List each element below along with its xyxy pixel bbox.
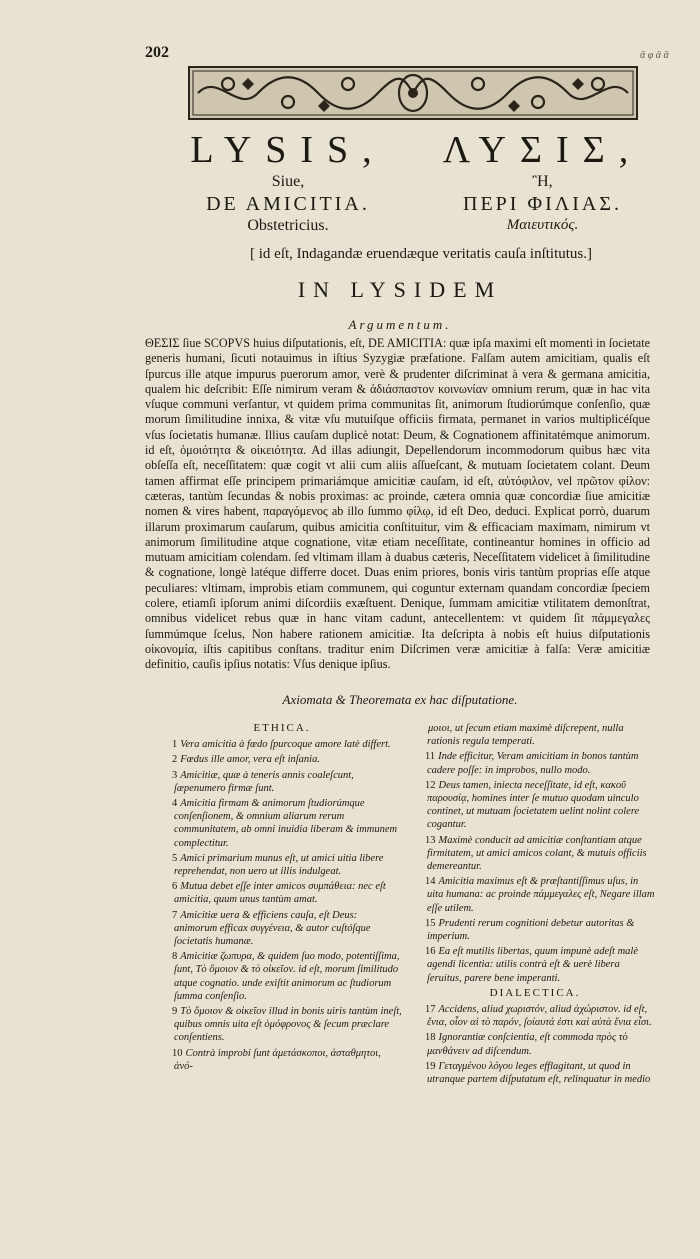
greek-kind: Μαιευτικός. <box>506 217 579 233</box>
axiom-item <box>415 1031 655 1057</box>
axiom-item <box>162 909 402 949</box>
axiom-number: 3 <box>172 769 178 781</box>
dialectica-heading: DIALECTICA. <box>489 986 581 999</box>
latin-title-block <box>158 128 418 236</box>
axiom-number: 2 <box>172 754 178 766</box>
axiom-item <box>415 750 655 776</box>
axiom-number: 9 <box>172 1006 178 1018</box>
axiom-number: 17 <box>425 1004 436 1016</box>
axiom-number: 15 <box>425 917 436 929</box>
axiom-text: Τὸ ὅμοιον & οἰκεῖον illud in bonis uiris tantùm ineſt, quibus omnis uita eſt ὁμόφρονος & ſecum præclare conſentiens. <box>174 1006 402 1044</box>
axiom-item <box>415 779 655 832</box>
axiom-text: Contrà improbi ſunt ἀμετάσκοποι, ἀσταθμητοι, ἀνό- <box>174 1047 381 1072</box>
greek-title-block <box>430 128 655 235</box>
page-number: 202 <box>145 44 169 61</box>
bracket-note: [ id eſt, Indagandæ eruendæque veritatis cauſa inſtitutus.] <box>250 246 592 262</box>
axiom-text: Ea eſt mutilis libertas, quum impunè adeſt malè agendi licentia: utilis contrà eſt & uerè libera ſeruitus, parere bene imperanti. <box>427 946 638 984</box>
axiom-number: 8 <box>172 951 178 963</box>
axiom-item <box>162 1047 402 1073</box>
argumentum-label: Argumentum. <box>348 317 452 332</box>
axiom-item <box>415 1060 655 1086</box>
latin-topic: DE AMICITIA. <box>206 193 370 215</box>
axiom-text: Deus tamen, iniecta neceſſitate, id eſt, κακοῦ παρουσίᾳ, homines inter ſe mutuo quodam uinculo continet, ut mutuam ſocietatem uelint nolint colere cogantur. <box>427 779 640 831</box>
ornamental-headpiece <box>188 66 638 120</box>
axiom-text: Mutua debet eſſe inter amicos συμπάθεια: nec eſt amicitia, quum unus tantùm amat. <box>174 881 386 906</box>
axiom-text: Amicitiæ, quæ à teneris annis coaleſcunt, ſæpenumero firmæ ſunt. <box>174 769 354 794</box>
axiom-item <box>162 852 402 878</box>
axiom-number: 7 <box>172 909 178 921</box>
axiom-item <box>415 1003 655 1029</box>
axiom-item <box>162 1005 402 1045</box>
axiom-text: Accidens, aliud χωριστόν, aliud ἀχώριστον. id eſt, ἕνια, οἷον αἱ τὸ παρόν, ſοίαυτά ἐστι καὶ αὐτὰ ἕνια εἶσι. <box>427 1004 652 1029</box>
axiom-text: Amicitiæ ζωπυρα, & quidem ſuo modo, potentiſſima, ſunt, Τὸ ὅμοιον & τὸ οἰκεῖον. id eſt, morum ſimilitudo atque cognatio. unde exiſtit animorum ac ſtudiorum ſumma conſenſio. <box>174 951 400 1002</box>
axiom-item <box>162 753 402 766</box>
axiom-number: 12 <box>425 779 436 791</box>
section-heading: IN LYSIDEM <box>297 277 503 302</box>
axiom-text: Fœdus ille amor, vera eſt inſania. <box>180 754 320 766</box>
axiom-item <box>162 769 402 795</box>
greek-subtitle: Ἢ, <box>532 173 553 190</box>
axiom-text: Amicitia firmam & animorum ſtudiorúmque conſenſionem, & omnium aliarum rerum communitatem, ab omni inuidia liberam & immunem complectitur. <box>174 798 398 849</box>
argumentum-text: ΘΕΣΙΣ ſiue SCOPVS huius diſputationis, eſt, DE AMICITIA: quæ ipſa maximi eſt momenti in ſocietate generis humani, ſicuti notauimus in iſtius Syzygiæ præfatione. Falſam autem amicitiam, qualis eſt ſpurcus ille atque impurus puerorum amor, verè & prudenter diſcriminat à vera & germana amicitia, qualem hic deſcribit: Eſſe nimirum veram & ἀδιάσπαστον κοινωνίαν omnium rerum, quæ in hac vita vſuque communi verſantur, vt quidem prima communitas ſit, animorum ſtudiorúmque conſenſio, quæ morum ſimilitudine innixa, & vitæ vſu mutuiſque officiis firmata, permanet in varios multiplicéſque vſus ſocietatis humanæ. Illius cauſam duplicè notat: Deum, & Cognationem affinitatémque animorum. id eſt, ὁμοιότητα & οἰκειότητα. Ad illas adiungit, Depellendorum incommodorum quibus hæc vita obſeſſa eſt, neceſſitatem: quæ cogit vt alii cum aliis aſſueſcant, & mutuam ſocietatem colant. Deum tamen affirmat eſſe principem primariámque amicitiæ cauſam, id eſt, αὐτόφιλον, vel πρῶτον φίλον: cæteras, tantùm ſecundas & nobis proximas: ac proinde, cætera omnia quæ concordiæ ſiue amicitiæ nomen & vires habent, παραγόμενος ab illo ſummo φίλῳ, id eſt Deo, deduci. Explicat porrò, duarum illarum proximarum cauſarum, quibus amicitia conſtituitur, vim & efficaciam maximam, nimirum vt animorum ſimilitudine atque cognatione, vitæ etiam neceſſitate, contineantur homines in officio ad mutuam amicitiam colendam. ſed vltimam illam à duabus cæteris, Neceſſitatem videlicet à ſimilitudine & cognatione, longè latéque differre docet. Duas enim priores, bonis viris tantùm proprias eſſe atque peculiares: vltimam, improbis etiam communem, qui coguntur externam quandam concordiæ ſpeciem colere, etiamſi ipſorum animi diſcordiis exæſtuent. Denique, ſummam amicitiæ vtilitatem demonſtrat, omnibus videlicet rebus quæ in hanc vitam cadunt, antecellentem: vt quidem ſit πάμμεγαλες ſummúmque ſcelus, Non habere rationem amicitiæ. Ita deſcripta à nobis eſt huius diſputationis οἰκονομία, iſtis capitibus conſtans. traditur enim Diſcrimen veræ amicitiæ à falſa: Veræ amicitiæ definitio, cauſis ipſius notatis: Vſus denique ipſius. <box>145 336 650 672</box>
axiom-text: Amicitiæ uera & efficiens cauſa, eſt Deus: animorum efficax συγγένεια, & autor cuſtóſque ſocietatis humanæ. <box>174 909 371 948</box>
axiom-item <box>162 950 402 1003</box>
axiom-number: 10 <box>172 1047 183 1059</box>
latin-title: LYSIS, <box>190 129 386 171</box>
axiom-number: 6 <box>172 881 178 893</box>
axiom-text: μοιοι, ut ſecum etiam maximè diſcrepent, nulla rationis regula temperati. <box>427 723 624 748</box>
latin-kind: Obstetricius. <box>247 217 329 234</box>
axiom-number: 14 <box>425 876 436 888</box>
latin-subtitle: Siue, <box>271 173 305 190</box>
axiom-number: 16 <box>425 946 436 958</box>
axiom-item <box>162 738 402 751</box>
axiom-number: 13 <box>425 834 436 846</box>
axiom-number: 11 <box>425 751 436 763</box>
axiom-item <box>415 917 655 943</box>
axiom-number: 1 <box>172 739 178 751</box>
axiom-item <box>415 875 655 915</box>
left-column <box>162 722 402 1075</box>
axiom-text: Amicitia maximus eſt & præſtantiſſimus uſus, in uita humana: ac proinde πάμμεγαλες eſt, Negare illam eſſe utilem. <box>427 876 655 914</box>
axiom-number: 4 <box>172 798 178 810</box>
axiom-item <box>162 880 402 906</box>
axiom-item <box>415 834 655 874</box>
axiom-item <box>162 797 402 850</box>
axiom-number: 18 <box>425 1032 436 1044</box>
axiom-item <box>415 945 655 985</box>
marginal-note: ᾱ φ ᾱ ᾱ <box>640 50 669 61</box>
right-column <box>415 722 655 1088</box>
axiom-text: Amici primarium munus eſt, ut amici uitia libere reprehendat, non uero ut illis indulgeat. <box>174 852 384 878</box>
greek-title: ΛΥΣΙΣ, <box>442 129 643 171</box>
axiom-text: Inde efficitur, Veram amicitiam in bonos tantùm cadere poſſe: in improbos, nullo modo. <box>427 751 639 776</box>
greek-topic: ΠΕΡΙ ΦΙΛΙΑΣ. <box>463 193 622 215</box>
axiom-number: 5 <box>172 852 178 864</box>
axiom-number: 19 <box>425 1060 436 1072</box>
axiom-text: Vera amicitia à fœdo ſpurcoque amore latè differt. <box>180 739 391 751</box>
axiom-text: Ignorantiæ conſcientia, eſt commoda πρὸς τὸ μανθάνειν ad diſcendum. <box>427 1032 628 1057</box>
axiom-text: Prudenti rerum cognitioni debetur autoritas & imperium. <box>427 917 635 943</box>
ethica-heading: ETHICA. <box>253 722 311 734</box>
axiom-text: Γεταγμένου λόγου leges efflagitant, ut quod in utranque partem diſputatum eſt, relinquatur in medio <box>427 1060 651 1086</box>
axiom-item <box>415 722 655 748</box>
axiomata-heading: Axiomata & Theoremata ex hac diſputatione. <box>282 692 518 707</box>
axiom-text: Maximè conducit ad amicitiæ conſtantiam atque firmitatem, ut amici amicos colant, & mutuis officiis demereantur. <box>427 834 647 873</box>
